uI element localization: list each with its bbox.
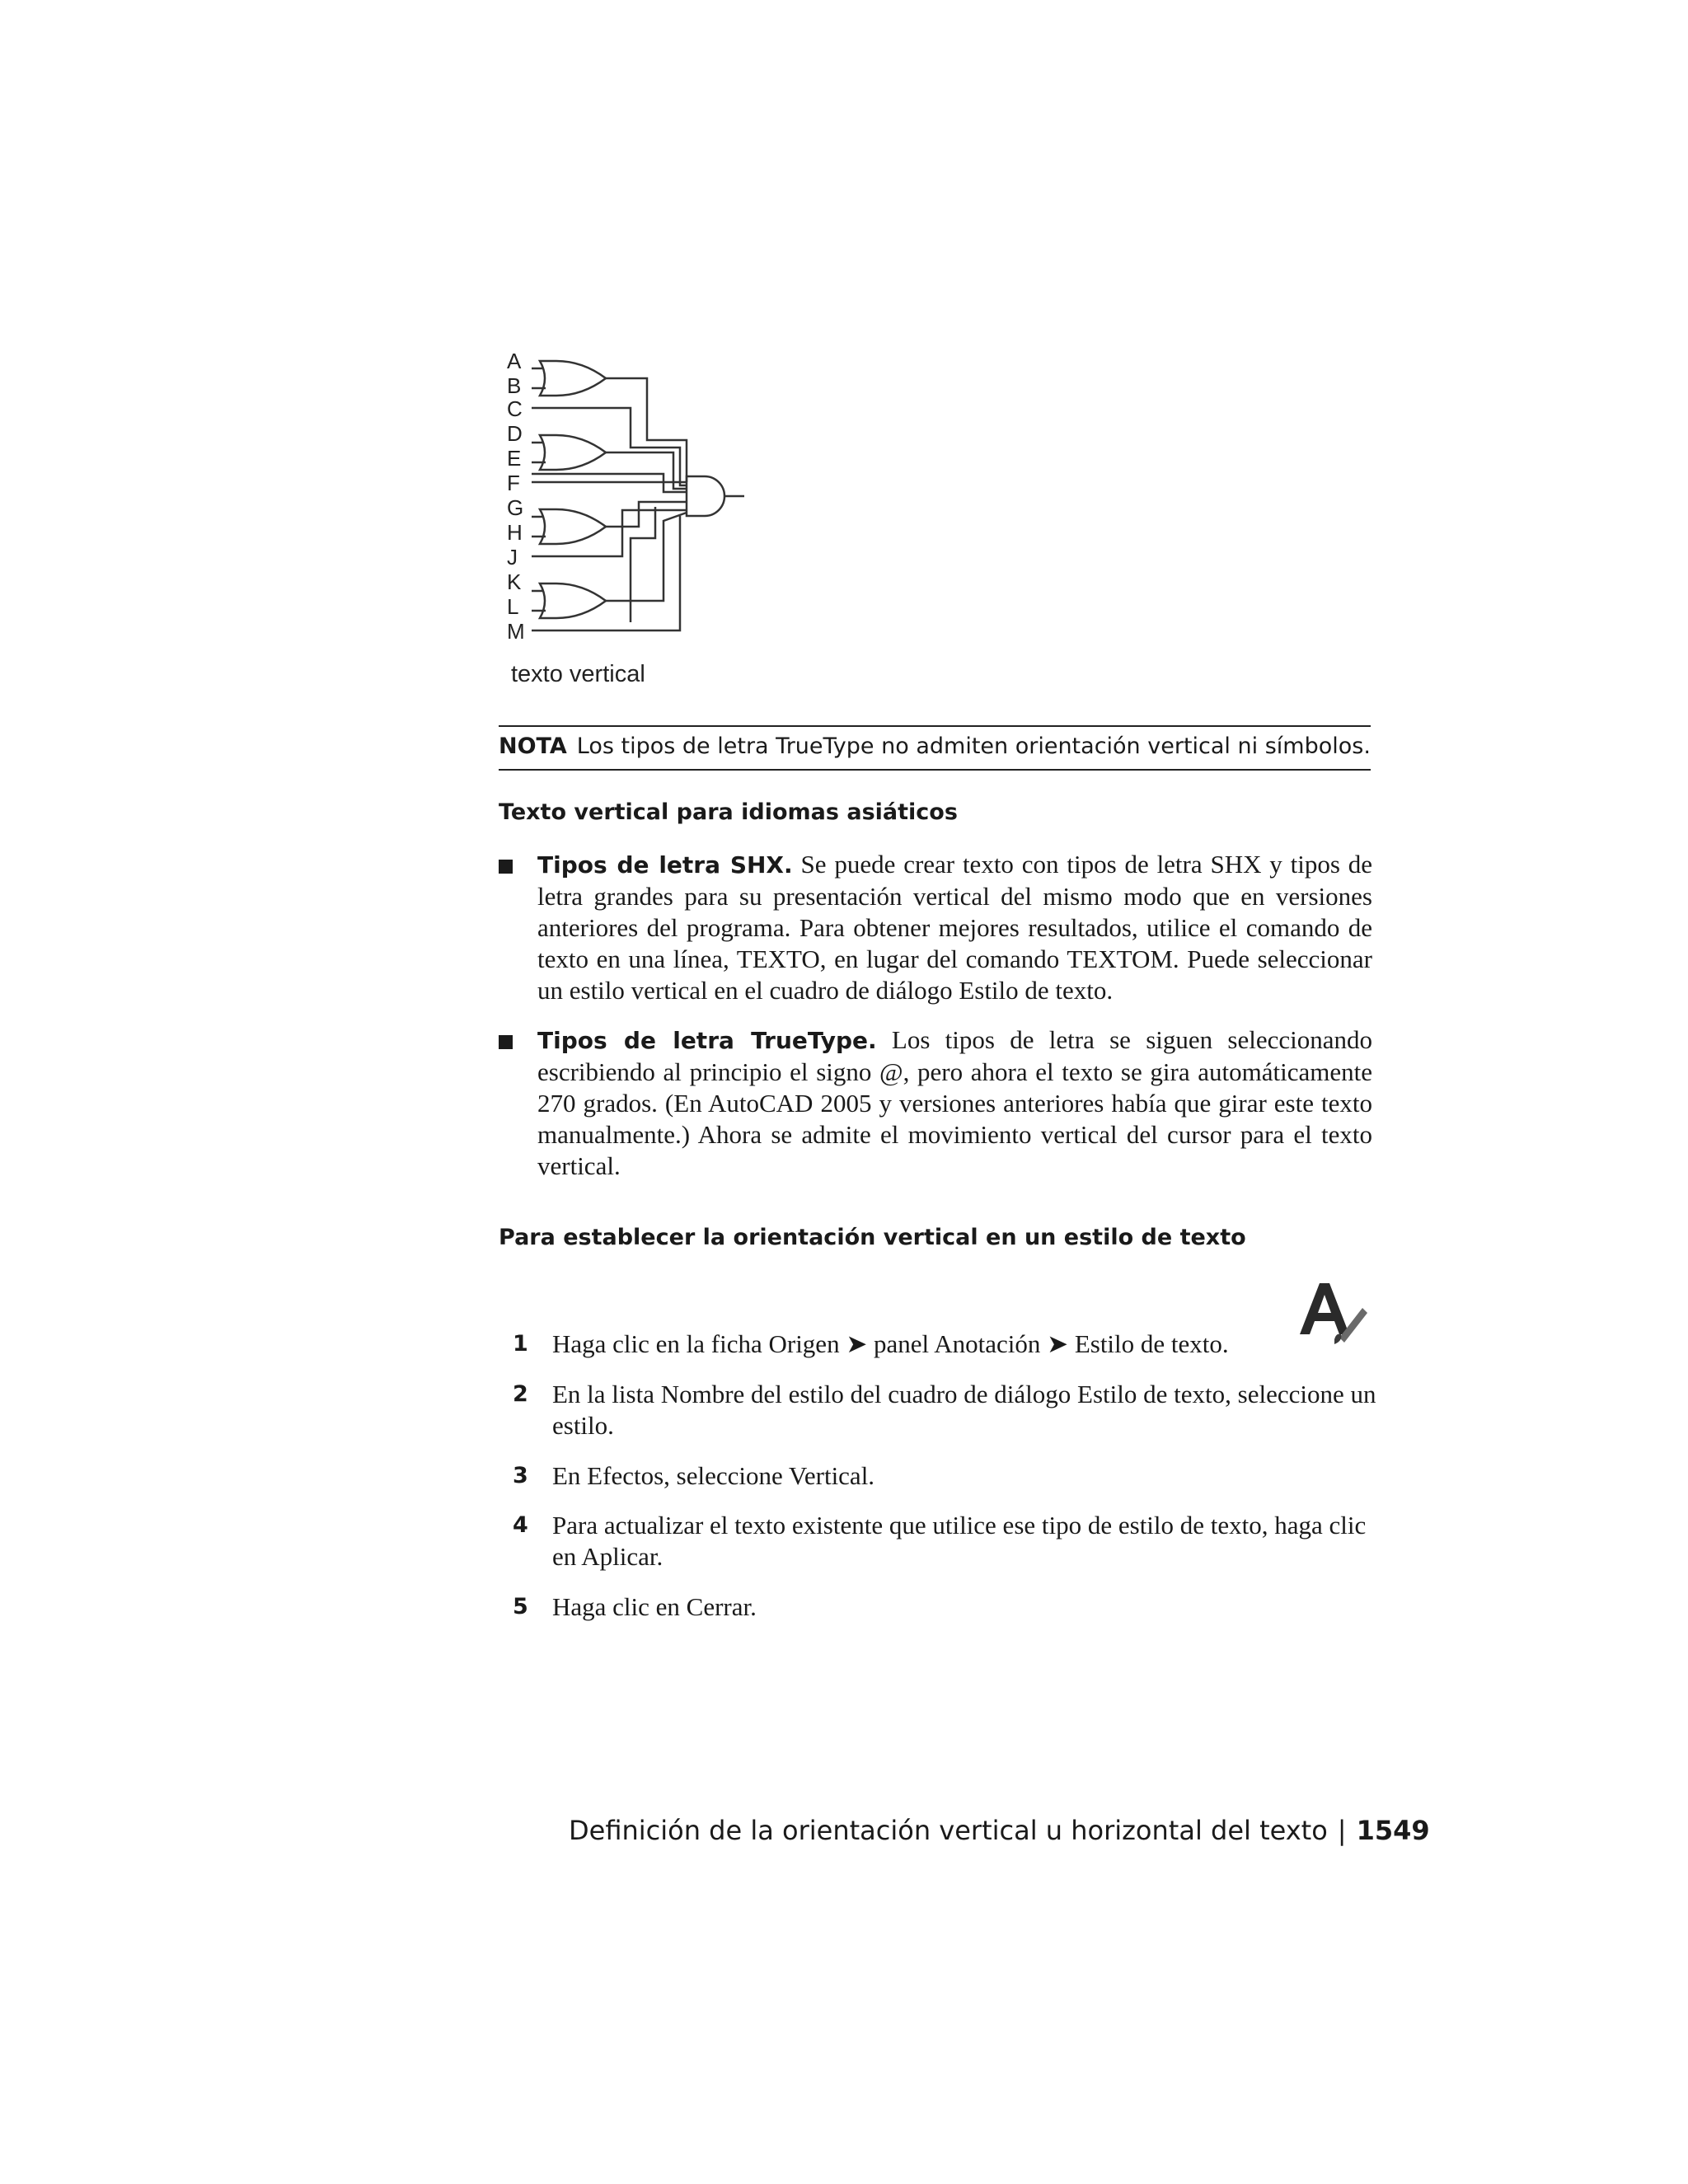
- step-number: 3: [513, 1463, 528, 1488]
- input-label-d: D: [507, 421, 523, 446]
- input-label-g: G: [507, 495, 524, 520]
- step-text: Haga clic en la ficha Origen ➤ panel Anotación ➤ Estilo de texto.: [552, 1329, 1229, 1358]
- or-gate-1: [540, 361, 606, 396]
- input-label-m: M: [507, 619, 525, 644]
- step-5: [513, 1591, 1378, 1623]
- page-number: 1549: [1356, 1815, 1430, 1846]
- input-wires: [532, 368, 546, 611]
- step-text: Haga clic en Cerrar.: [552, 1592, 757, 1621]
- input-label-h: H: [507, 520, 523, 545]
- bullet-term: Tipos de letra TrueType.: [537, 1027, 877, 1054]
- bullet-square-icon: [499, 1035, 513, 1049]
- step-number: 5: [513, 1594, 528, 1619]
- input-label-b: B: [507, 373, 522, 398]
- step-text: Para actualizar el texto existente que utilice ese tipo de estilo de texto, haga clic en Aplicar.: [552, 1511, 1367, 1571]
- note-text: Los tipos de letra TrueType no admiten orientación vertical ni símbolos.: [576, 733, 1371, 759]
- input-label-e: E: [507, 446, 522, 471]
- input-label-j: J: [507, 545, 518, 569]
- bullet-item-truetype: [499, 1024, 1372, 1182]
- bullet-text: Se puede crear texto con tipos de letra SHX y tipos de letra grandes para su presentación vertical del mismo modo que en versiones anteriores del programa. Para obtener mejores resultados, utilice el comando de texto en una línea, TEXTO, en lugar del comando TEXTOM. Puede seleccionar un estilo vertical en el cuadro de diálogo Estilo de texto.: [537, 850, 1373, 1005]
- step-2: [513, 1379, 1378, 1441]
- footer-separator: |: [1337, 1815, 1347, 1846]
- or-gate-4: [540, 583, 606, 618]
- note-rule-bottom: [499, 769, 1371, 771]
- or-gate-3: [540, 509, 606, 544]
- and-gate: [687, 476, 744, 516]
- step-text: En la lista Nombre del estilo del cuadro de diálogo Estilo de texto, seleccione un estilo.: [552, 1380, 1376, 1440]
- logic-gate-diagram: [499, 350, 779, 663]
- note: [499, 732, 1371, 762]
- bullet-square-icon: [499, 860, 513, 874]
- step-1: [513, 1329, 1378, 1360]
- input-label-k: K: [507, 569, 522, 594]
- page-footer: [569, 1815, 1430, 1846]
- section-heading-asian-vertical-text: Texto vertical para idiomas asiáticos: [499, 799, 958, 825]
- bullet-term: Tipos de letra SHX.: [537, 851, 793, 879]
- note-label: NOTA: [499, 733, 567, 759]
- section-heading-set-vertical-orientation: Para establecer la orientación vertical en un estilo de texto: [499, 1225, 1246, 1250]
- step-number: 4: [513, 1512, 528, 1538]
- routing-wires: [532, 378, 687, 630]
- input-label-l: L: [507, 594, 519, 619]
- note-rule-top: [499, 725, 1371, 727]
- input-label-a: A: [507, 349, 522, 373]
- step-text: En Efectos, seleccione Vertical.: [552, 1461, 875, 1490]
- step-number: 2: [513, 1381, 528, 1407]
- figure-caption: texto vertical: [511, 661, 645, 687]
- input-label-c: C: [507, 396, 523, 421]
- or-gate-2: [540, 435, 606, 470]
- step-3: [513, 1460, 1378, 1492]
- footer-title: Definición de la orientación vertical u horizontal del texto: [569, 1815, 1328, 1846]
- step-4: [513, 1510, 1378, 1572]
- vertical-text-figure: [499, 350, 779, 696]
- step-number: 1: [513, 1331, 528, 1357]
- input-label-f: F: [507, 471, 520, 495]
- bullet-text: Los tipos de letra se siguen seleccionando escribiendo al principio el signo @, pero ahora el texto se gira automáticamente 270 grados. (En AutoCAD 2005 y versiones anteriores había que girar este texto manualmente.) Ahora se admite el movimiento vertical del cursor para el texto vertical.: [537, 1025, 1372, 1180]
- bullet-item-shx: [499, 849, 1372, 1006]
